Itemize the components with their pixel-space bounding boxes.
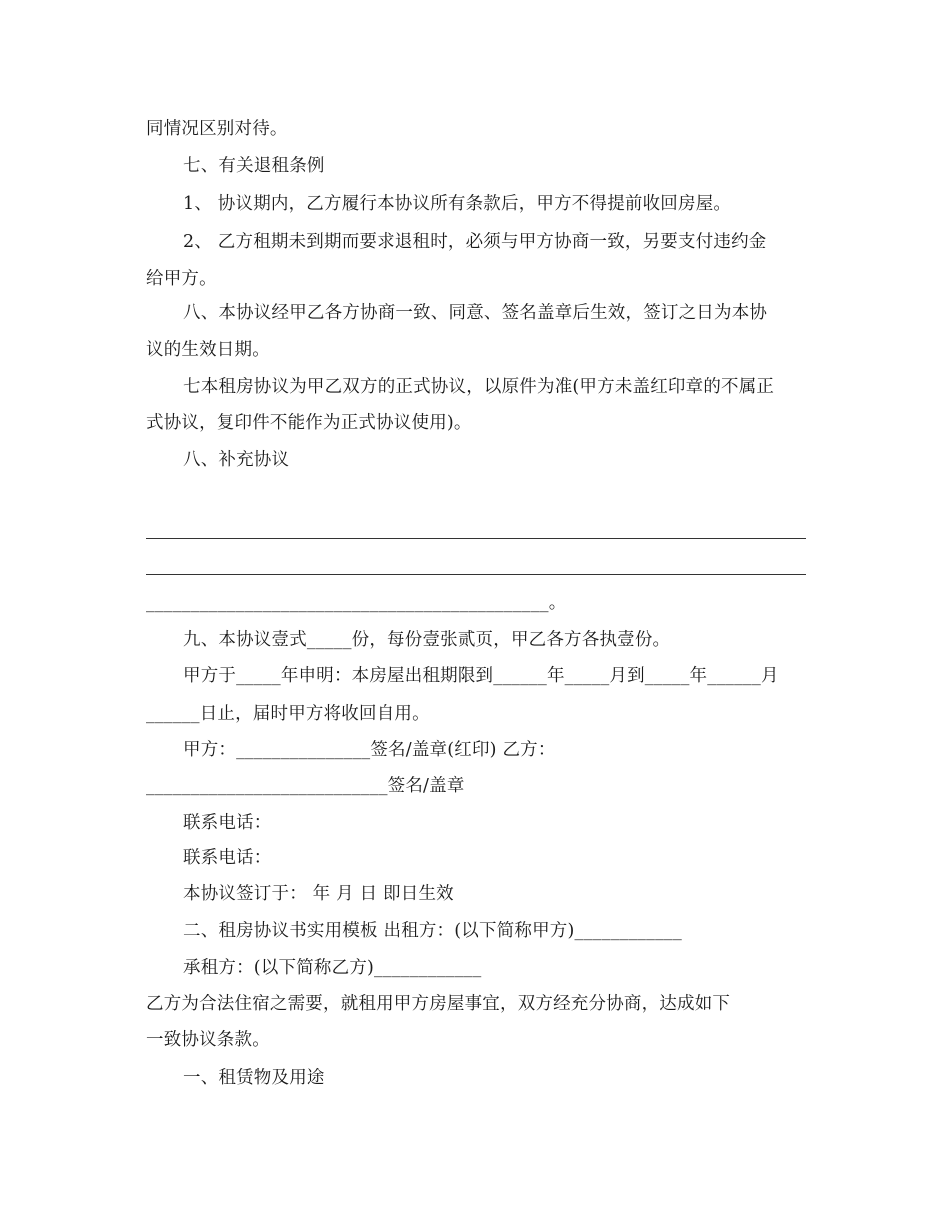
text-line: 甲方于_____年申明：本房屋出租期限到______年_____月到_____年______月 <box>183 666 779 686</box>
text-line: 议的生效日期。 <box>146 340 270 360</box>
signature-line: 甲方：_______________签名/盖章(红印) 乙方： <box>183 740 556 760</box>
signature-line: ___________________________签名/盖章 <box>146 776 465 796</box>
text-line: 乙方为合法住宿之需要，就租用甲方房屋事宜，双方经充分协商，达成如下 <box>146 994 731 1014</box>
section-heading: 一、租赁物及用途 <box>183 1068 325 1088</box>
signing-date: 本协议签订于： 年 月 日 即日生效 <box>183 884 454 904</box>
text-line: 式协议，复印件不能作为正式协议使用)。 <box>146 413 472 433</box>
text-line: 1、 协议期内，乙方履行本协议所有条款后，甲方不得提前收回房屋。 <box>183 194 732 214</box>
text-line: 九、本协议壹式_____份，每份壹张贰页，甲乙各方各执壹份。 <box>183 630 671 650</box>
text-line: 2、 乙方租期未到期而要求退租时，必须与甲方协商一致，另要支付违约金 <box>183 232 767 252</box>
section-heading: 二、租房协议书实用模板 出租方：(以下简称甲方)____________ <box>183 921 682 941</box>
text-line: 承租方：(以下简称乙方)____________ <box>183 958 482 978</box>
text-line: 八、本协议经甲乙各方协商一致、同意、签名盖章后生效，签订之日为本协 <box>183 303 768 323</box>
section-heading: 七、有关退租条例 <box>183 156 325 176</box>
blank-fill-line <box>146 538 806 539</box>
text-line: 给甲方。 <box>146 269 217 289</box>
blank-fill-line-end: _____________________________________________。 <box>146 593 567 613</box>
text-line: 一致协议条款。 <box>146 1030 270 1050</box>
contact-phone: 联系电话： <box>183 813 272 833</box>
text-line: 同情况区别对待。 <box>146 119 288 139</box>
text-line: ______日止，届时甲方将收回自用。 <box>146 704 430 724</box>
blank-fill-line <box>146 574 806 575</box>
contact-phone: 联系电话： <box>183 848 272 868</box>
section-heading: 八、补充协议 <box>183 450 290 470</box>
text-line: 七本租房协议为甲乙双方的正式协议，以原件为准(甲方未盖红印章的不属正 <box>183 377 775 397</box>
